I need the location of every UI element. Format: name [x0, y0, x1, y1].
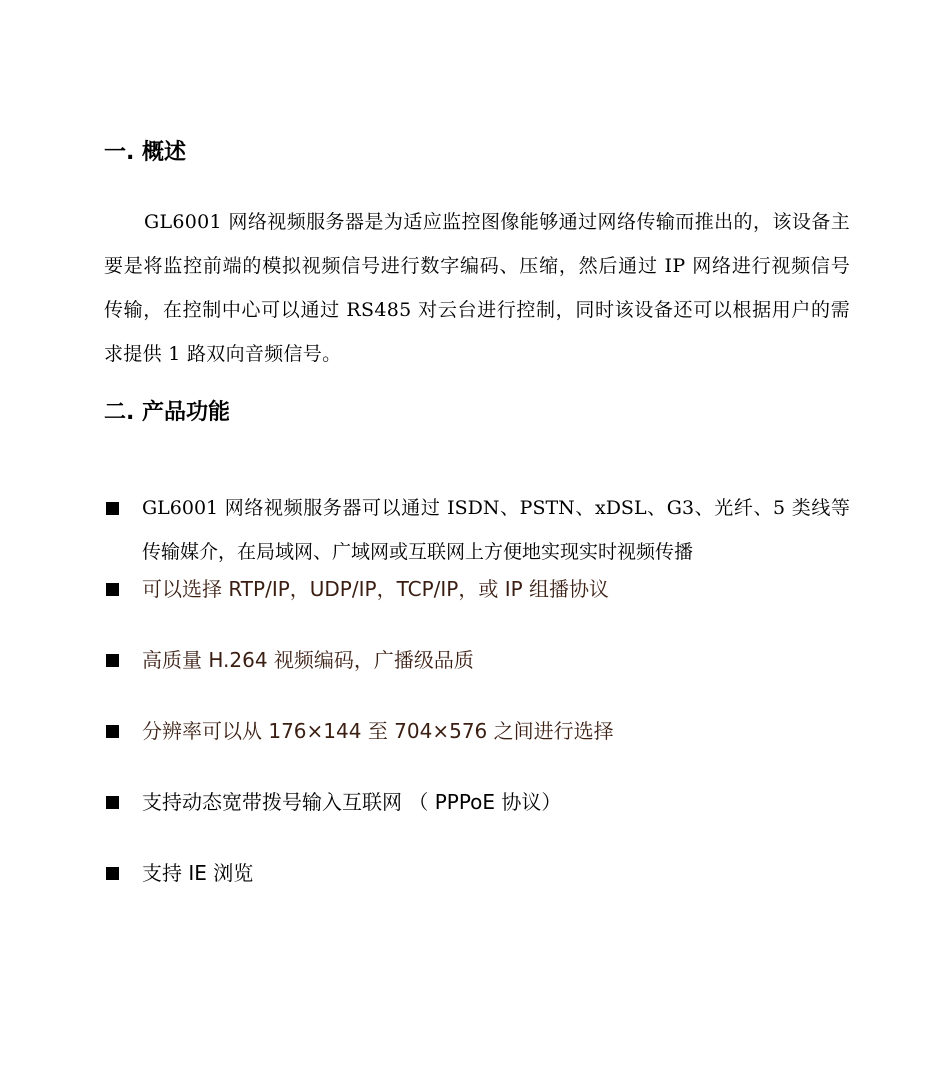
square-bullet-icon — [106, 867, 119, 880]
feature-item-encoding — [104, 645, 850, 716]
feature-text: 可以选择 RTP/IP，UDP/IP，TCP/IP，或 IP 组播协议 — [142, 577, 610, 601]
square-bullet-icon — [106, 583, 119, 596]
square-bullet-icon — [106, 654, 119, 667]
feature-text: GL6001 网络视频服务器可以通过 ISDN、PSTN、xDSL、G3、光纤、5 类线等传输媒介，在局域网、广域网或互联网上方便地实现实时视频传播 — [142, 497, 850, 563]
square-bullet-icon — [106, 796, 119, 809]
feature-item-protocols — [104, 574, 850, 645]
square-bullet-icon — [106, 725, 119, 738]
section-heading-overview: 一. 概述 — [104, 140, 187, 165]
section-heading-features: 二. 产品功能 — [104, 400, 231, 425]
feature-item-transmission — [104, 486, 850, 574]
feature-item-resolution — [104, 716, 850, 787]
feature-text: 支持动态宽带拨号输入互联网 （ PPPoE 协议） — [142, 790, 562, 814]
feature-text: 高质量 H.264 视频编码，广播级品质 — [142, 648, 474, 672]
square-bullet-icon — [106, 502, 119, 515]
feature-text: 支持 IE 浏览 — [142, 861, 254, 885]
feature-item-pppoe — [104, 787, 850, 858]
overview-paragraph: GL6001 网络视频服务器是为适应监控图像能够通过网络传输而推出的，该设备主要是将监控前端的模拟视频信号进行数字编码、压缩，然后通过 IP 网络进行视频信号传输，在控制中心可以通过 RS485 对云台进行控制，同时该设备还可以根据用户的需求提供 1 路双向音频信号。 — [104, 211, 850, 365]
feature-text: 分辨率可以从 176×144 至 704×576 之间进行选择 — [142, 719, 614, 743]
feature-list — [104, 486, 850, 929]
feature-item-ie-browse — [104, 858, 850, 929]
